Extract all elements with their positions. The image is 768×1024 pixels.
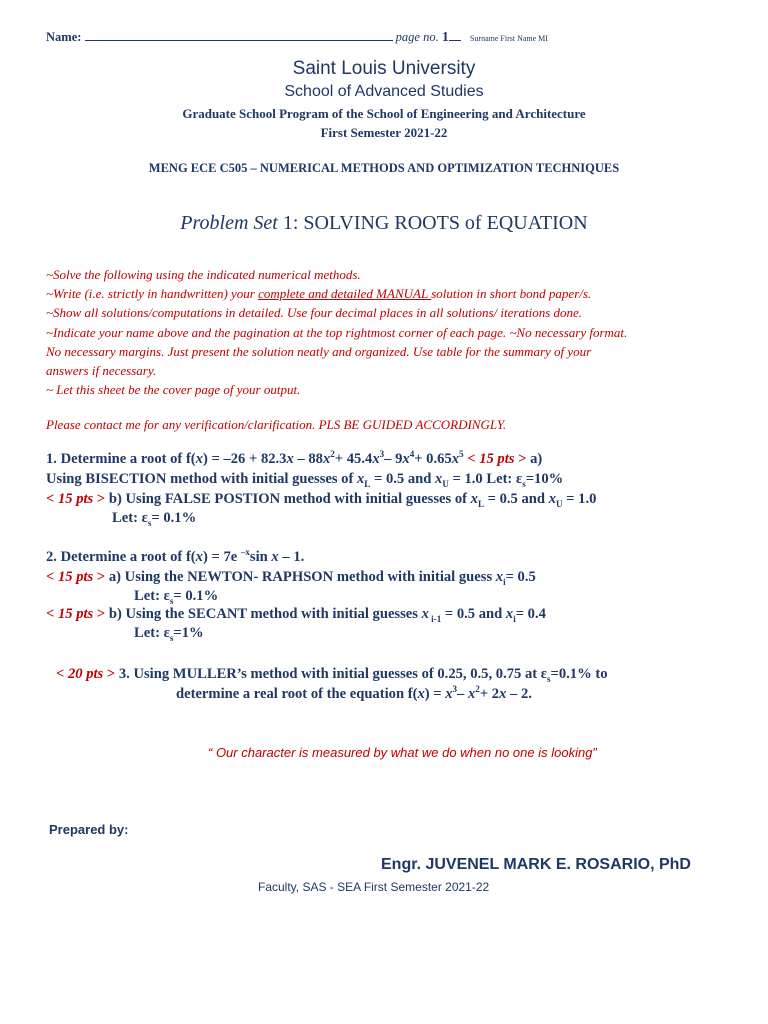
ps-title: : SOLVING ROOTS of EQUATION — [292, 212, 588, 234]
author-name: Engr. JUVENEL MARK E. ROSARIO, PhD — [381, 856, 691, 873]
page-number: 1 — [441, 30, 449, 45]
course-title: MENG ECE C505 – NUMERICAL METHODS AND OPTIMIZATION TECHNIQUES — [148, 161, 620, 175]
program-name: Graduate School Program of the School of Engineering and Architecture — [182, 106, 586, 121]
name-blank-line — [85, 30, 393, 41]
instructions — [46, 265, 627, 399]
problem-2-line-1: 2. Determine a root of f(x) = 7e $^{-x}$sin x – 1. — [46, 547, 305, 565]
problem-1-line-1: 1. Determine a root of $f(x) = -26 + 82.3x - 88x^2+ 45.4x^3-$ $9x^4+ 0.65x^5 < 15$ pts > a) — [46, 449, 543, 467]
problem-1-line-4: Let: $\varepsilon_s= 0.1\%$ — [112, 510, 197, 528]
contact-note: Please contact me for any verification/clarification. PLS BE GUIDED ACCORDINGLY. — [46, 417, 507, 432]
instruction-line: ~Write (i.e. strictly in handwritten) your complete and detailed MANUAL solution in short bond paper/s. — [46, 286, 592, 302]
ps-number: 1 — [282, 212, 293, 234]
page-number-line — [449, 30, 461, 41]
instruction-line: ~Show all solutions/computations in detailed. Use four decimal places in all solutions/ iterations done. — [46, 305, 583, 321]
problem-2-line-3: Let: $\varepsilon_s= 0.1\%$ — [134, 588, 219, 606]
points-badge: < 15 pts > — [46, 606, 106, 622]
quote: “ Our character is measured by what we do when no one is looking” — [208, 745, 597, 760]
points-badge: < 20 pts > — [56, 666, 116, 682]
problem-2-line-4: < 15 pts > b) Using the SECANT method with initial guesses x $_{i-1}$ = 0.5 and $x_i= 0.4$ — [46, 606, 546, 624]
problem-set-title — [0, 212, 768, 235]
points-badge: < 15 pts > — [46, 491, 106, 507]
problem-1-line-2: Using BISECTION method with initial guesses of $x_L = 0.5$ and $x_U = 1.0$ Let: $\varepsilon_s=10\%$ — [46, 471, 564, 489]
name-header — [46, 30, 548, 46]
problem-3-line-1: < 20 pts > 3. Using MULLER’s method with initial guesses of 0.25, 0.5, 0.75 at $\varepsilon_s=0.1\%$ to — [56, 666, 608, 684]
problem-2-line-2: < 15 pts > a) Using the NEWTON- RAPHSON method with initial guess $x_i= 0.5$ — [46, 569, 536, 587]
semester: First Semester 2021-22 — [320, 125, 448, 140]
instruction-line: No necessary margins. Just present the solution neatly and organized. Use table for the summary of your — [46, 343, 592, 359]
author-title: Faculty, SAS - SEA First Semester 2021-22 — [258, 880, 490, 894]
school-name: School of Advanced Studies — [284, 83, 484, 100]
name-label: Name: — [46, 30, 82, 44]
university-name: Saint Louis University — [292, 58, 476, 79]
instruction-line: ~Solve the following using the indicated numerical methods. — [46, 267, 361, 282]
problem-3-line-2: determine a real root of the equation $f(x) = x^3-$ $x^2+ 2x - 2$. — [176, 684, 532, 702]
instruction-line: ~ Let this sheet be the cover page of your output. — [46, 382, 301, 398]
points-badge: < 15 pts > — [46, 569, 106, 585]
ps-prefix: Problem Set — [180, 212, 278, 234]
problem-1-line-3: < 15 pts > b) Using FALSE POSTION method with initial guesses of $x_L = 0.5$ and $x_U = 1.0$ — [46, 491, 597, 509]
page-label: page no. — [395, 30, 439, 44]
name-hint: Surname First Name MI — [469, 34, 548, 43]
prepared-by-label: Prepared by: — [49, 822, 129, 837]
problem-2-line-5: Let: $\varepsilon_s=1\%$ — [134, 625, 204, 643]
instruction-line: answers if necessary. — [46, 363, 157, 379]
emphasis-manual: complete and detailed MANUAL — [258, 286, 432, 302]
instruction-line: ~Indicate your name above and the pagination at the top rightmost corner of each page. ~No necessary format. — [46, 324, 628, 340]
points-badge: < 15 pts > — [467, 451, 527, 467]
